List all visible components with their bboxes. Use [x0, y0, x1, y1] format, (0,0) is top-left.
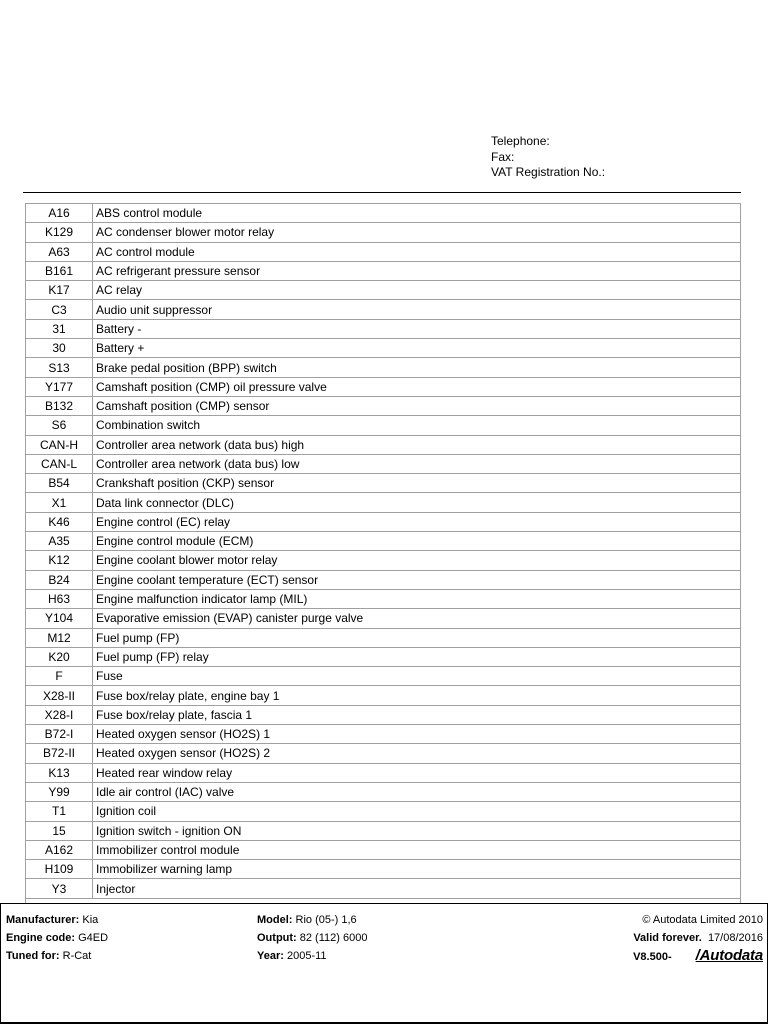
table-row: [26, 242, 740, 261]
year-label: Year:: [257, 950, 284, 962]
component-description: Heated oxygen sensor (HO2S) 1: [93, 725, 741, 744]
component-code: Y99: [26, 782, 93, 801]
component-description: Data link connector (DLC): [93, 493, 741, 512]
table-row: [26, 319, 740, 338]
header-divider: [23, 192, 741, 193]
valid-label: Valid forever.: [633, 932, 702, 944]
table-row: [26, 725, 740, 744]
component-table: [26, 204, 740, 899]
component-description: Battery +: [93, 339, 741, 358]
component-description: Immobilizer control module: [93, 840, 741, 859]
autodata-logo: /Autodata: [695, 947, 763, 964]
component-code: S6: [26, 416, 93, 435]
version-row: [633, 947, 763, 966]
component-code: K129: [26, 223, 93, 242]
component-description: Crankshaft position (CKP) sensor: [93, 474, 741, 493]
table-row: [26, 609, 740, 628]
component-description: Ignition coil: [93, 802, 741, 821]
component-description: Heated rear window relay: [93, 763, 741, 782]
year-row: [257, 947, 367, 965]
table-row: [26, 261, 740, 280]
component-code: X28-II: [26, 686, 93, 705]
tuned-for-label: Tuned for:: [6, 950, 60, 962]
engine-code-value: G4ED: [78, 932, 109, 944]
component-code: Y177: [26, 377, 93, 396]
table-row: [26, 860, 740, 879]
validity-row: [633, 929, 763, 947]
component-description: Audio unit suppressor: [93, 300, 741, 319]
table-row: [26, 396, 740, 415]
model-label: Model:: [257, 914, 293, 926]
table-row: [26, 628, 740, 647]
component-code: H63: [26, 589, 93, 608]
manufacturer-value: Kia: [82, 914, 99, 926]
table-row: [26, 879, 740, 898]
component-code: K13: [26, 763, 93, 782]
output-label: Output:: [257, 932, 297, 944]
component-code: B132: [26, 396, 93, 415]
component-description: Engine malfunction indicator lamp (MIL): [93, 589, 741, 608]
component-table-body: [26, 204, 740, 898]
footer-right: [633, 911, 763, 966]
component-code: T1: [26, 802, 93, 821]
footer-left: [6, 911, 108, 965]
table-row: [26, 705, 740, 724]
component-description: Controller area network (data bus) low: [93, 454, 741, 473]
component-description: Battery -: [93, 319, 741, 338]
table-row: [26, 223, 740, 242]
table-row: [26, 686, 740, 705]
table-row: [26, 840, 740, 859]
tuned-for-value: R-Cat: [62, 950, 92, 962]
table-row: [26, 416, 740, 435]
component-description: Engine coolant blower motor relay: [93, 551, 741, 570]
component-code: S13: [26, 358, 93, 377]
component-description: Engine coolant temperature (ECT) sensor: [93, 570, 741, 589]
footer-middle: [257, 911, 367, 965]
table-row: [26, 589, 740, 608]
component-description: Immobilizer warning lamp: [93, 860, 741, 879]
component-description: AC condenser blower motor relay: [93, 223, 741, 242]
table-row: [26, 821, 740, 840]
component-description: Camshaft position (CMP) oil pressure valve: [93, 377, 741, 396]
component-code: F: [26, 667, 93, 686]
table-row: [26, 454, 740, 473]
table-row: [26, 763, 740, 782]
component-description: AC refrigerant pressure sensor: [93, 261, 741, 280]
model-value: Rio (05-) 1,6: [295, 914, 357, 926]
table-row: [26, 358, 740, 377]
component-description: Injector: [93, 879, 741, 898]
manufacturer-label: Manufacturer:: [6, 914, 80, 926]
table-row: [26, 493, 740, 512]
table-row: [26, 647, 740, 666]
table-row: [26, 744, 740, 763]
component-code: CAN-L: [26, 454, 93, 473]
output-value: 82 (112) 6000: [299, 932, 368, 944]
table-row: [26, 532, 740, 551]
component-code: A35: [26, 532, 93, 551]
component-code: K17: [26, 281, 93, 300]
component-description: Ignition switch - ignition ON: [93, 821, 741, 840]
component-code: K12: [26, 551, 93, 570]
component-description: Idle air control (IAC) valve: [93, 782, 741, 801]
footer: [0, 903, 768, 1024]
engine-code-row: [6, 929, 108, 947]
component-description: Heated oxygen sensor (HO2S) 2: [93, 744, 741, 763]
model-row: [257, 911, 367, 929]
table-row: [26, 782, 740, 801]
year-value: 2005-11: [286, 950, 327, 962]
component-code: A16: [26, 204, 93, 223]
table-row: [26, 281, 740, 300]
component-description: AC relay: [93, 281, 741, 300]
component-description: Evaporative emission (EVAP) canister purge valve: [93, 609, 741, 628]
engine-code-label: Engine code:: [6, 932, 76, 944]
component-description: Engine control module (ECM): [93, 532, 741, 551]
table-row: [26, 377, 740, 396]
component-description: Fuse: [93, 667, 741, 686]
component-code: 15: [26, 821, 93, 840]
table-row: [26, 802, 740, 821]
table-row: [26, 339, 740, 358]
component-code: Y104: [26, 609, 93, 628]
component-code: A162: [26, 840, 93, 859]
component-code: 31: [26, 319, 93, 338]
component-description: Combination switch: [93, 416, 741, 435]
component-code: K46: [26, 512, 93, 531]
date-value: 17/08/2016: [707, 932, 763, 944]
table-row: [26, 204, 740, 223]
table-row: [26, 551, 740, 570]
contact-block: [491, 134, 605, 181]
telephone-label: Telephone:: [491, 134, 550, 148]
component-code: B24: [26, 570, 93, 589]
output-row: [257, 929, 367, 947]
table-row: [26, 570, 740, 589]
tuned-for-row: [6, 947, 108, 965]
table-row: [26, 435, 740, 454]
component-code: Y3: [26, 879, 93, 898]
component-code: H109: [26, 860, 93, 879]
component-description: Fuse box/relay plate, engine bay 1: [93, 686, 741, 705]
component-code: A63: [26, 242, 93, 261]
vat-label: VAT Registration No.:: [491, 165, 606, 179]
component-code: M12: [26, 628, 93, 647]
table-row: [26, 474, 740, 493]
component-table-container: [25, 203, 741, 904]
component-description: Fuel pump (FP) relay: [93, 647, 741, 666]
component-code: K20: [26, 647, 93, 666]
component-description: Controller area network (data bus) high: [93, 435, 741, 454]
component-code: B161: [26, 261, 93, 280]
component-description: Fuse box/relay plate, fascia 1: [93, 705, 741, 724]
component-code: C3: [26, 300, 93, 319]
fax-label: Fax:: [491, 149, 515, 164]
table-row: [26, 667, 740, 686]
component-description: ABS control module: [93, 204, 741, 223]
copyright: © Autodata Limited 2010: [642, 914, 763, 926]
component-code: B54: [26, 474, 93, 493]
component-description: AC control module: [93, 242, 741, 261]
component-code: B72-I: [26, 725, 93, 744]
component-description: Camshaft position (CMP) sensor: [93, 396, 741, 415]
component-code: X1: [26, 493, 93, 512]
component-code: B72-II: [26, 744, 93, 763]
component-description: Brake pedal position (BPP) switch: [93, 358, 741, 377]
manufacturer-row: [6, 911, 108, 929]
table-row: [26, 512, 740, 531]
component-code: X28-I: [26, 705, 93, 724]
table-row: [26, 300, 740, 319]
component-code: 30: [26, 339, 93, 358]
component-description: Fuel pump (FP): [93, 628, 741, 647]
component-code: CAN-H: [26, 435, 93, 454]
component-description: Engine control (EC) relay: [93, 512, 741, 531]
version-label: V8.500-: [633, 951, 672, 963]
